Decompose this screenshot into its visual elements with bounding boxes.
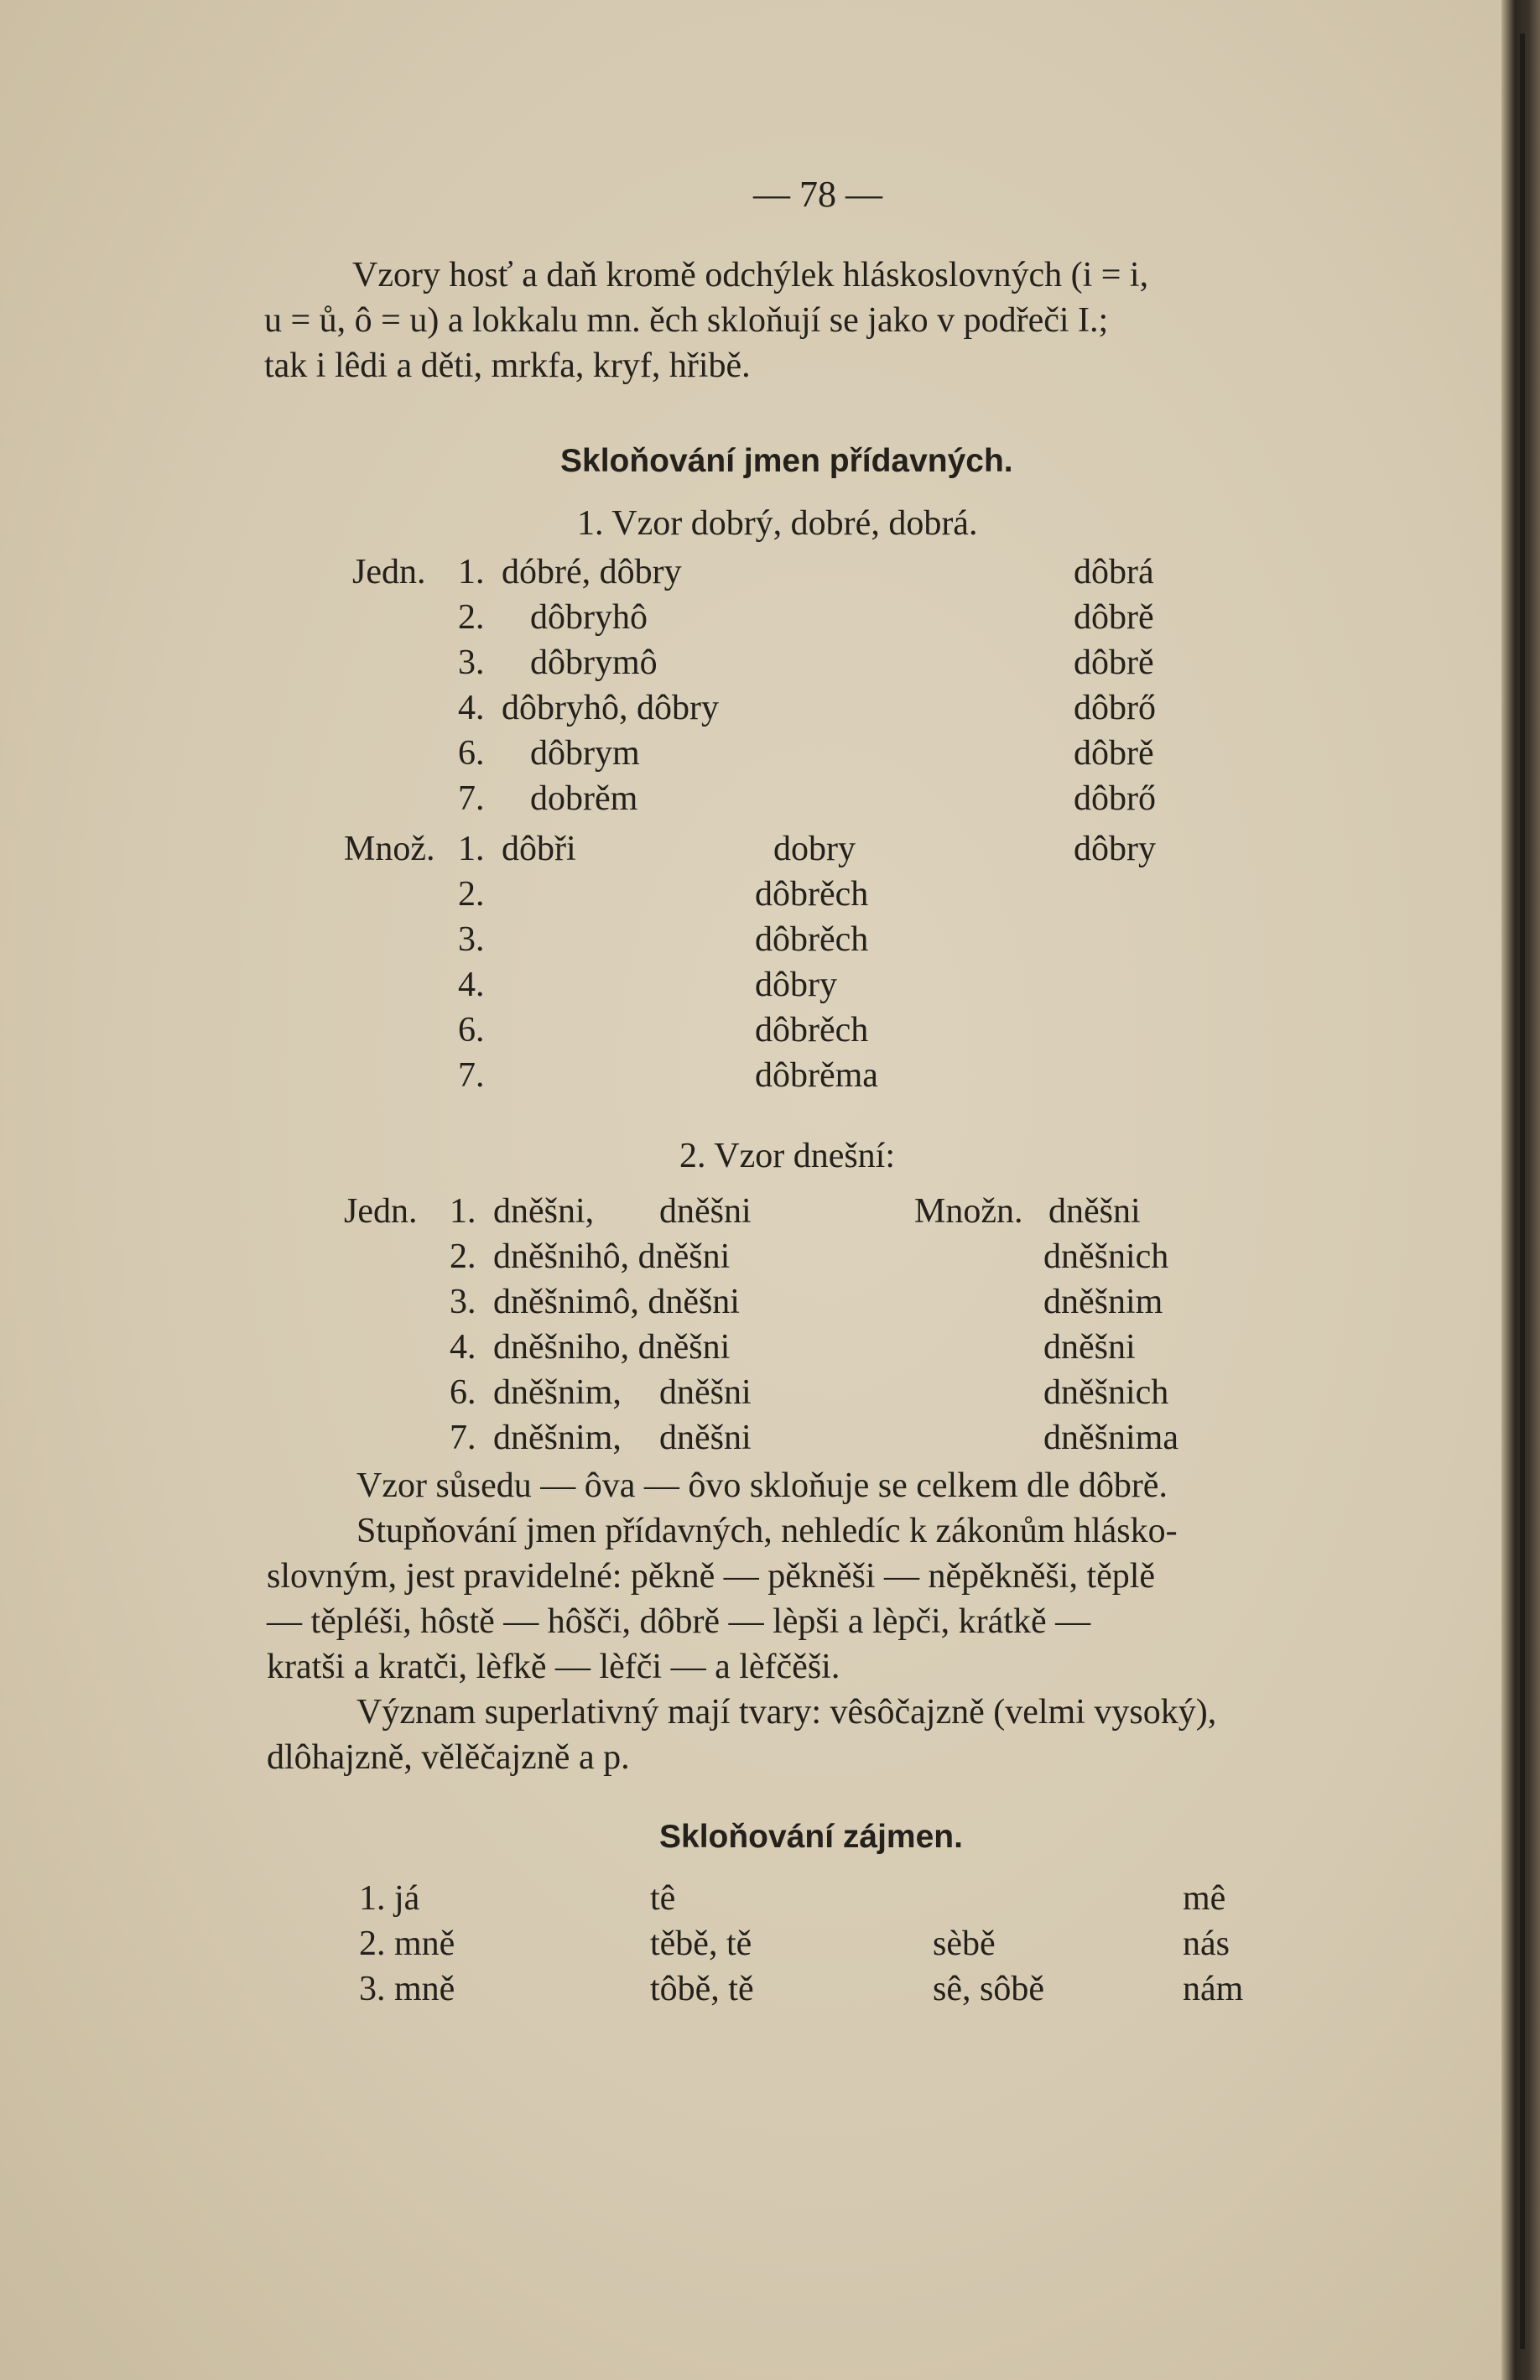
s1-sg-fem: dôbrě: [1074, 598, 1154, 637]
s2-pl: dněšni: [1048, 1192, 1141, 1231]
s1-sg-fem: dôbrá: [1074, 553, 1154, 591]
s1-pl-case: 2.: [458, 875, 485, 914]
s2-pl: dněšni: [1043, 1328, 1136, 1367]
s2-pl: dněšnich: [1043, 1237, 1169, 1276]
s2-sg: dněšnimô, dněšni: [493, 1283, 740, 1321]
s1-sg-case: 2.: [458, 598, 485, 637]
s2-sg2: dněšni: [659, 1373, 752, 1412]
s3-c2: tôbě, tě: [650, 1970, 754, 2008]
s1-pl-fem: dôbry: [1074, 830, 1156, 868]
s1-sg-case: 7.: [458, 779, 485, 818]
s2-sg2: dněšni: [659, 1419, 752, 1457]
s1-sg-fem: dôbrě: [1074, 734, 1154, 773]
s2-sg: dněšnim,: [493, 1373, 622, 1412]
s3-c2: těbě, tě: [650, 1924, 752, 1963]
s1-pl-form: dôbrěch: [755, 875, 869, 914]
s1-sg-masc: dôbrymô: [530, 643, 658, 682]
section2-singular-label: Jedn.: [344, 1192, 418, 1231]
s3-c1: 1. já: [359, 1879, 420, 1918]
section1-subtitle: 1. Vzor dobrý, dobré, dobrá.: [577, 504, 978, 543]
s3-c1: 2. mně: [359, 1924, 455, 1963]
paragraph-3-line-1: Význam superlativný mají tvary: vêsôčajzně (velmi vysoký),: [356, 1693, 1217, 1732]
s1-pl-case: 3.: [458, 920, 485, 959]
s2-case: 3.: [450, 1283, 476, 1321]
s2-sg: dněšnim,: [493, 1419, 622, 1457]
s1-pl-case: 1.: [458, 830, 485, 868]
section1-title: Skloňování jmen přídavných.: [560, 443, 1013, 479]
s3-c4: nám: [1183, 1970, 1244, 2008]
paragraph-2-line-3: — těpléši, hôstě — hôšči, dôbrě — lèpši a lèpči, krátkě —: [267, 1602, 1091, 1641]
s3-c2: tê: [650, 1879, 676, 1918]
s1-pl-case: 7.: [458, 1056, 485, 1095]
s1-sg-masc: dóbré, dôbry: [502, 553, 682, 591]
s2-pl: dněšnich: [1043, 1373, 1169, 1412]
s2-case: 2.: [450, 1237, 476, 1276]
s1-sg-fem: dôbrő: [1074, 779, 1156, 818]
s2-sg: dněšnihô, dněšni: [493, 1237, 731, 1276]
s1-pl-masc: dôbři: [502, 830, 576, 868]
section1-singular-label: Jedn.: [352, 553, 426, 591]
s1-pl-case: 4.: [458, 966, 485, 1004]
s1-sg-masc: dôbryhô, dôbry: [502, 689, 719, 727]
s1-sg-case: 4.: [458, 689, 485, 727]
s2-pl: dněšnima: [1043, 1419, 1178, 1457]
paragraph-3-line-2: dlôhajzně, vělěčajzně a p.: [267, 1738, 630, 1777]
section2-subtitle: 2. Vzor dnešní:: [679, 1137, 896, 1175]
s2-pl: dněšnim: [1043, 1283, 1163, 1321]
intro-line-1: Vzory hosť a daň kromě odchýlek hláskoslovných (i = i,: [352, 256, 1149, 294]
s1-pl-form: dôbry: [755, 966, 837, 1004]
intro-line-2: u = ů, ô = u) a lokkalu mn. ěch skloňují se jako v podřeči I.;: [264, 301, 1109, 340]
s1-sg-case: 3.: [458, 643, 485, 682]
spine-edge: [1520, 34, 1525, 2349]
s2-case: 6.: [450, 1373, 476, 1412]
s3-c3: sèbě: [933, 1924, 996, 1963]
paragraph-1: Vzor sůsedu — ôva — ôvo skloňuje se celkem dle dôbrě.: [356, 1466, 1168, 1505]
s3-c1: 3. mně: [359, 1970, 455, 2008]
paragraph-2-line-1: Stupňování jmen přídavných, nehledíc k zákonům hlásko-: [356, 1512, 1178, 1550]
s1-sg-fem: dôbrő: [1074, 689, 1156, 727]
s1-pl-neut: dobry: [773, 830, 856, 868]
s1-sg-case: 1.: [458, 553, 485, 591]
s2-case: 7.: [450, 1419, 476, 1457]
s1-sg-masc: dôbryhô: [530, 598, 648, 637]
paragraph-2-line-4: kratši a kratči, lèfkě — lèfči — a lèfčěši.: [267, 1648, 840, 1686]
s1-sg-masc: dobrěm: [530, 779, 638, 818]
paragraph-2-line-2: slovným, jest pravidelné: pěkně — pěkněši — něpěkněši, těplě: [267, 1557, 1156, 1596]
s1-pl-form: dôbrěch: [755, 1011, 869, 1049]
section3-title: Skloňování zájmen.: [659, 1819, 963, 1855]
s1-pl-form: dôbrěch: [755, 920, 869, 959]
s1-sg-masc: dôbrym: [530, 734, 640, 773]
s2-case: 1.: [450, 1192, 476, 1231]
s1-sg-fem: dôbrě: [1074, 643, 1154, 682]
s3-c4: nás: [1183, 1924, 1230, 1963]
s1-pl-case: 6.: [458, 1011, 485, 1049]
section2-plural-label: Množn.: [914, 1192, 1023, 1231]
s2-sg: dněšniho, dněšni: [493, 1328, 731, 1367]
s3-c4: mê: [1183, 1879, 1226, 1918]
s2-sg: dněšni,: [493, 1192, 595, 1231]
s2-sg2: dněšni: [659, 1192, 752, 1231]
s3-c3: sê, sôbě: [933, 1970, 1044, 2008]
intro-line-3: tak i lêdi a děti, mrkfa, kryf, hřibě.: [264, 346, 751, 385]
s1-sg-case: 6.: [458, 734, 485, 773]
page-number: — 78 —: [753, 174, 882, 215]
s2-case: 4.: [450, 1328, 476, 1367]
s1-pl-form: dôbrěma: [755, 1056, 878, 1095]
section1-plural-label: Množ.: [344, 830, 435, 868]
